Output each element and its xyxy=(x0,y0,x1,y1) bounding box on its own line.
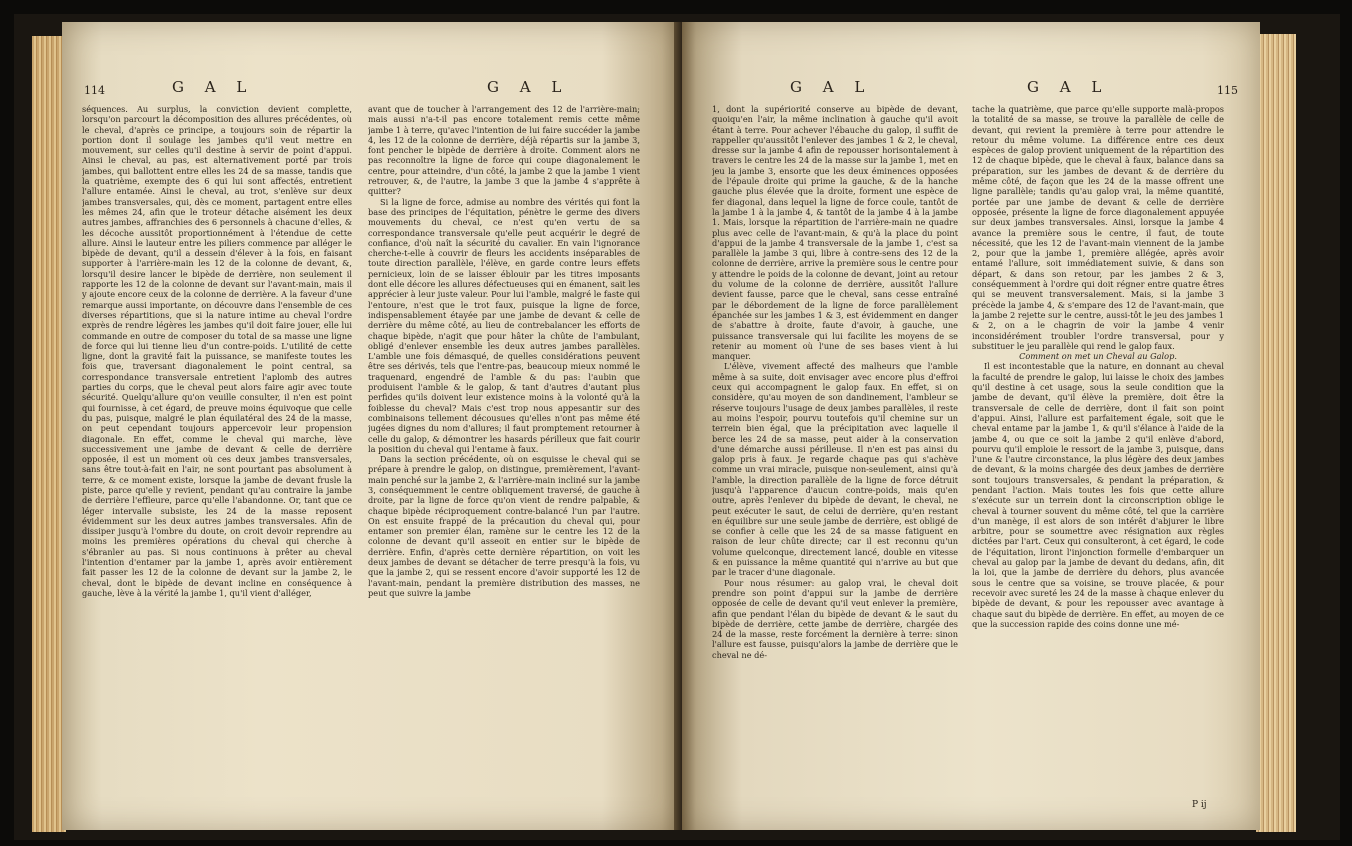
right-page xyxy=(682,22,1260,830)
page-edges-left xyxy=(32,36,66,832)
paragraph: 1, dont la supériorité conserve au bipède de devant, quoiqu'en l'air, la même inclination à gauche qu'il avoit étant à terre. Pour achever l'ébauche du galop, il suffit de rappeller qu'aussitôt l'enlever des jambes 1 & 2, le cheval, dresse sur la jambe 4 afin de repousser horisontalement à travers le centre les 24 de la masse sur la jambe 1, met en jeu la jambe 3, ensorte que les deux éminences opposées de l'épaule droite qui prime la gauche, & de la hanche gauche plus élevée que la droite, forment une espèce de fer diagonal, dans lequel la ligne de force coule, tantôt de la jambe 1 à la jambe 4, & tantôt de la jambe 4 à la jambe 1. Mais, lorsque la répartition de l'arrière-main ne quadre plus avec celle de l'avant-main, & qu'à la place du point d'appui de la jambe 4 transversale de la jambe 1, c'est sa parallèle la jambe 3 qui, libre à contre-sens des 12 de la colonne de derrière, arrive la première sous le centre pour y attendre le poids de la colonne de devant, joint au retour du volume de la colonne de derrière, aussitôt l'allure devient fausse, parce que le cheval, sans cesse entraîné par le débordement de la ligne de force parallèlement épanchée sur les jambes 1 & 3, est évidemment en danger de s'abattre à droite, faute d'avoir, à gauche, une puissance transversale qui lui facilite les moyens de se retenir au moment où l'une de ses bases vient à lui manquer. xyxy=(712,104,958,362)
paragraph: Il est incontestable que la nature, en donnant au cheval la faculté de prendre le galop, lui laisse le choix des jambes qu'il destine à cet usage, sous la seule condition que la jambe de devant, qu'il élève la première, doit être la transversale de celle de derrière, dont il fait son point d'appui. Ainsi, l'allure est parfaitement égale, soit que le cheval entame par la jambe 1, & qu'il s'élance à l'aide de la jambe 4, ou que ce soit la jambe 2 qu'il enlève d'abord, pourvu qu'il emploie le ressort de la jambe 3, puisque, dans l'une & l'autre circonstance, la plus légère des deux jambes de devant, & la moins chargée des deux jambes de derrière sont toujours transversales, & pendant la préparation, & pendant l'action. Mais toutes les fois que cette allure s'exécute sur un terrein dont la circonscription oblige le cheval à tourner souvent du même côté, tel que la carrière d'un manège, il est alors de son intérêt d'abjurer le libre arbitre, pour se soumettre avec résignation aux règles dictées par l'art. Ceux qui consulteront, à cet égard, le code de l'équitation, liront l'injonction formelle d'embarquer un cheval au galop par la jambe de devant du dedans, afin, dit la loi, que la jambe de derrière du dehors, plus avancée sous le centre que sa voisine, se trouve placée, & pour recevoir avec sureté les 24 de la masse à chaque enlever du bipède de devant, & pour les repousser avec avantage à chaque saut du bipède de derrière. En effet, au moyen de ce que la succession rapide des coins donne une mé- xyxy=(972,361,1224,629)
paragraph: Si la ligne de force, admise au nombre des vérités qui font la base des principes de l'équitation, pénètre le germe des divers mouvements du cheval, ce n'est qu'en vertu de sa correspondance transversale qu'elle peut acquérir le degré de confiance, d'où naît la sécurité du cavalier. En vain l'ignorance cherche-t-elle à couvrir de fleurs les accidents inséparables de toute direction parallèle, l'élève, en garde contre leurs effets pernicieux, loin de se laisser éblouir par les titres imposants dont elle décore les allures défectueuses qui en émanent, sait les apprécier à leur juste valeur. Pour lui l'amble, malgré le faste qui l'entoure, n'est que le trot faux, puisque la ligne de force, indispensablement étayée par une jambe de devant & celle de derrière du même côté, au lieu de contrebalancer les efforts de chaque bipède, n'agit que pour hâter la chûte de l'ambulant, obligé d'enlever ensemble les deux autres jambes parallèles. L'amble une fois démasqué, de quelles considérations peuvent être ses dérivés, tels que l'entre-pas, beaucoup mieux nommé le traquenard, engendré de l'amble & du pas: l'aubin que produisent l'amble & le galop, & tant d'autres d'autant plus perfides qu'ils doivent leur existence moins à la volonté qu'à la foiblesse du cheval? Mais c'est trop nous appesantir sur des combinaisons tellement décousues qu'elles n'ont pas même été jugées dignes du nom d'allures; il faut promptement retourner à celle du galop, & démontrer les hasards périlleux que fait courir la position du cheval qui l'entame à faux. xyxy=(368,196,640,454)
page-number-right: 115 xyxy=(1217,84,1238,97)
running-head-left-1: G A L xyxy=(172,78,255,96)
paragraph: séquences. Au surplus, la conviction devient complette, lorsqu'on parcourt la décomposition des allures précédentes, où le cheval, d'après ce principe, a toujours soin de répartir la portion dont il soulage les jambes qu'il veut mettre en mouvement, sur celles qu'il destine à servir de point d'appui. Ainsi le cheval, au pas, est alternativement porté par trois jambes, qui ballottent entre elles les 24 de sa masse, tandis que la quatrième, exempte des 6 qui lui sont affectés, entretient l'allure entamée. Ainsi le cheval, au trot, s'enlève sur deux jambes transversales, qui, dès ce moment, partagent entre elles les mêmes 24, afin que le troteur détache aisément les deux autres jambes, affranchies des 6 personnels à chacune d'elles, & les décoche aussitôt proportionnément à l'étendue de cette allure. Ainsi le lauteur entre les piliers commence par alléger le bipède de devant, qu'il a dessein d'élever à la fois, en faisant supporter à l'arrière-main les 12 de la colonne de devant, &, lorsqu'il desire lancer le bipède de derrière, non seulement il rapporte les 12 de la colonne de devant sur l'avant-main, mais il y ajoute encore ceux de la colonne de derrière. A la faveur d'une remarque aussi importante, on découvre dans l'ensemble de ces diverses répartitions, que si la nature intime au cheval l'ordre exprès de rendre légères les jambes qu'il doit faire jouer, elle lui commande en outre de composer du total de sa masse une ligne de force qui lui tienne lieu d'un contre-poids. L'utilité de cette ligne, dont la gravité fait la puissance, se manifeste toutes les fois que, traversant diagonalement le point central, sa correspondance transversale entretient l'aplomb des autres parties du corps, que le cheval peut alors faire agir avec toute sécurité. Quelqu'allure qu'on veuille consulter, il n'en est point qui fournisse, à cet égard, de preuve moins équivoque que celle du pas, puisque, malgré le plan équilatéral des 24 de la masse, on peut cependant toujours appercevoir leur propension diagonale. En effet, comme le cheval qui marche, lève successivement une jambe de devant & celle de derrière opposée, il est un moment où ces deux jambes transversales, sans être tout-à-fait en l'air, ne sont pourtant pas absolument à terre, & ce moment existe, lorsque la jambe de devant frusle la piste, parce qu'elle y revient, pendant qu'au contraire la jambe de derrière l'effleure, parce qu'elle l'abandonne. Or, tant que ce léger intervalle subsiste, les 24 de la masse reposent évidemment sur les deux autres jambes transversales. Afin de dissiper jusqu'à l'ombre du doute, on croit devoir reprendre au moins les premières opérations du cheval qui cherche à s'ébranler au pas. Si nous continuons à prêter au cheval l'intention d'entamer par la jambe 1, après avoir entièrement fait passer les 12 de la colonne de devant sur la jambe 2, le cheval, dont le bipède de devant incline en conséquence à gauche, lève à la vérité la jambe 1, qu'il vient d'alléger, xyxy=(82,104,352,598)
paragraph: tache la quatrième, que parce qu'elle supporte malà-propos la totalité de sa masse, se trouve la parallèle de celle de devant, qui revient la première à terre pour attendre le retour du même volume. La différence entre ces deux espèces de galop provient uniquement de la répartition des 12 de chaque bipède, que le cheval à faux, balance dans sa préparation, sur les jambes de devant & de derrière du même côté, de façon que les 24 de la masse offrent une ligne parallèle; tandis qu'au galop vrai, la même quantité, portée par une jambe de devant & celle de derrière opposée, présente la ligne de force diagonalement appuyée sur deux jambes transversales. Ainsi, lorsque la jambe 4 avance la première sous le centre, il faut, de toute nécessité, que les 12 de l'avant-main viennent de la jambe 2, pour que la jambe 1, première allégée, après avoir entamé l'allure, soit immédiatement suivie, & dans son départ, & dans son retour, par les jambes 2 & 3, conséquemment à l'ordre qui doit régner entre quatre êtres qui se meuvent transversalement. Mais, si la jambe 3 précède la jambe 4, & s'empare des 12 de l'avant-main, que la jambe 2 rejette sur le centre, aussi-tôt le jeu des jambes 1 & 2, on a le chagrin de voir la jambe 4 venir inconsidérément troubler l'ordre transversal, pour y substituer le jeu parallèle qui rend le galop faux. xyxy=(972,104,1224,351)
signature-mark: P ij xyxy=(1192,800,1207,810)
right-page-column-1 xyxy=(712,104,958,794)
section-heading: Comment on met un Cheval au Galop. xyxy=(1019,351,1177,362)
right-page-column-2 xyxy=(972,104,1224,784)
running-head-right-1: G A L xyxy=(790,78,873,96)
paragraph: avant que de toucher à l'arrangement des 12 de l'arrière-main; mais aussi n'a-t-il pas encore totalement remis cette même jambe 1 à terre, qu'avec l'intention de lui faire succéder la jambe 4, les 12 de la colonne de derrière, déjà répartis sur la jambe 3, font pencher le bipède de derrière à droite. Comment alors ne pas reconnoître la ligne de force qui coupe diagonalement le centre, pour atteindre, d'un côté, la jambe 2 que la jambe 1 vient retrouver, &, de l'autre, la jambe 3 que la jambe 4 s'apprête à quitter? xyxy=(368,104,640,197)
left-page-column-1 xyxy=(82,104,352,794)
left-page-column-2 xyxy=(368,104,640,794)
running-head-left-2: G A L xyxy=(487,78,570,96)
paragraph: Pour nous résumer: au galop vrai, le cheval doit prendre son point d'appui sur la jambe de derrière opposée de celle de devant qu'il veut enlever la première, afin que pendant l'élan du bipède de devant & le saut du bipède de derrière, cette jambe de derrière, chargée des 24 de la masse, reste forcément la dernière à terre: sinon l'allure est fausse, puisqu'alors la jambe de derrière que le cheval ne dé- xyxy=(712,577,958,660)
paragraph: L'élève, vivement affecté des malheurs que l'amble même à sa suite, doit envisager avec encore plus d'effroi ceux qui accompagnent le galop faux. En effet, si on considère, qu'au moyen de son dandinement, l'ambleur se réserve toujours l'usage de deux jambes parallèles, il reste au moins l'espoir, pourvu toutefois qu'il chemine sur un terrein bien égal, que la précipitation avec laquelle il berce les 24 de sa masse, peut aider à la conservation d'une démarche aussi périlleuse. Il n'en est pas ainsi du galop pris à faux. Je regarde chaque pas qui s'achève comme un vrai miracle, puisque non-seulement, ainsi qu'à l'amble, la direction parallèle de la ligne de force détruit jusqu'à l'apparence d'aucun contre-poids, mais qu'en outre, après l'enlever du bipède de devant, le cheval, ne peut exécuter le saut, de celui de derrière, qu'en restant en équilibre sur une seule jambe de derrière, est obligé de se confier à celle que les 24 de sa masse fatiguent en raison de leur chûte directe; car il est reconnu qu'un volume quelconque, directement lancé, double en vitesse & en puissance la même quantité qui n'arrive au but que par le tracer d'une diagonale. xyxy=(712,361,958,578)
page-edges-right xyxy=(1256,34,1296,832)
paragraph: Dans la section précédente, où on esquisse le cheval qui se prépare à prendre le galop, on distingue, premièrement, l'avant-main penché sur la jambe 2, & l'arrière-main incliné sur la jambe 3, conséquemment le centre obliquement traversé, de gauche à droite, par la ligne de force qu'on vient de rendre palpable, & chaque bipède réciproquement contre-balancé l'un par l'autre. On est ensuite frappé de la précaution du cheval qui, pour entamer son premier élan, ramène sur le centre les 12 de la colonne de devant qu'il asseoit en entier sur le bipède de derrière. Enfin, d'après cette dernière répartition, on voit les deux jambes de devant se détacher de terre presqu'à la fois, vu que la jambe 2, qui se ressent encore d'avoir supporté les 12 de l'avant-main, pendant la première distribution des masses, ne peut que suivre la jambe xyxy=(368,454,640,598)
book-spread xyxy=(14,14,1340,840)
running-head-right-2: G A L xyxy=(1027,78,1110,96)
page-number-left: 114 xyxy=(84,84,105,97)
left-page xyxy=(62,22,684,830)
